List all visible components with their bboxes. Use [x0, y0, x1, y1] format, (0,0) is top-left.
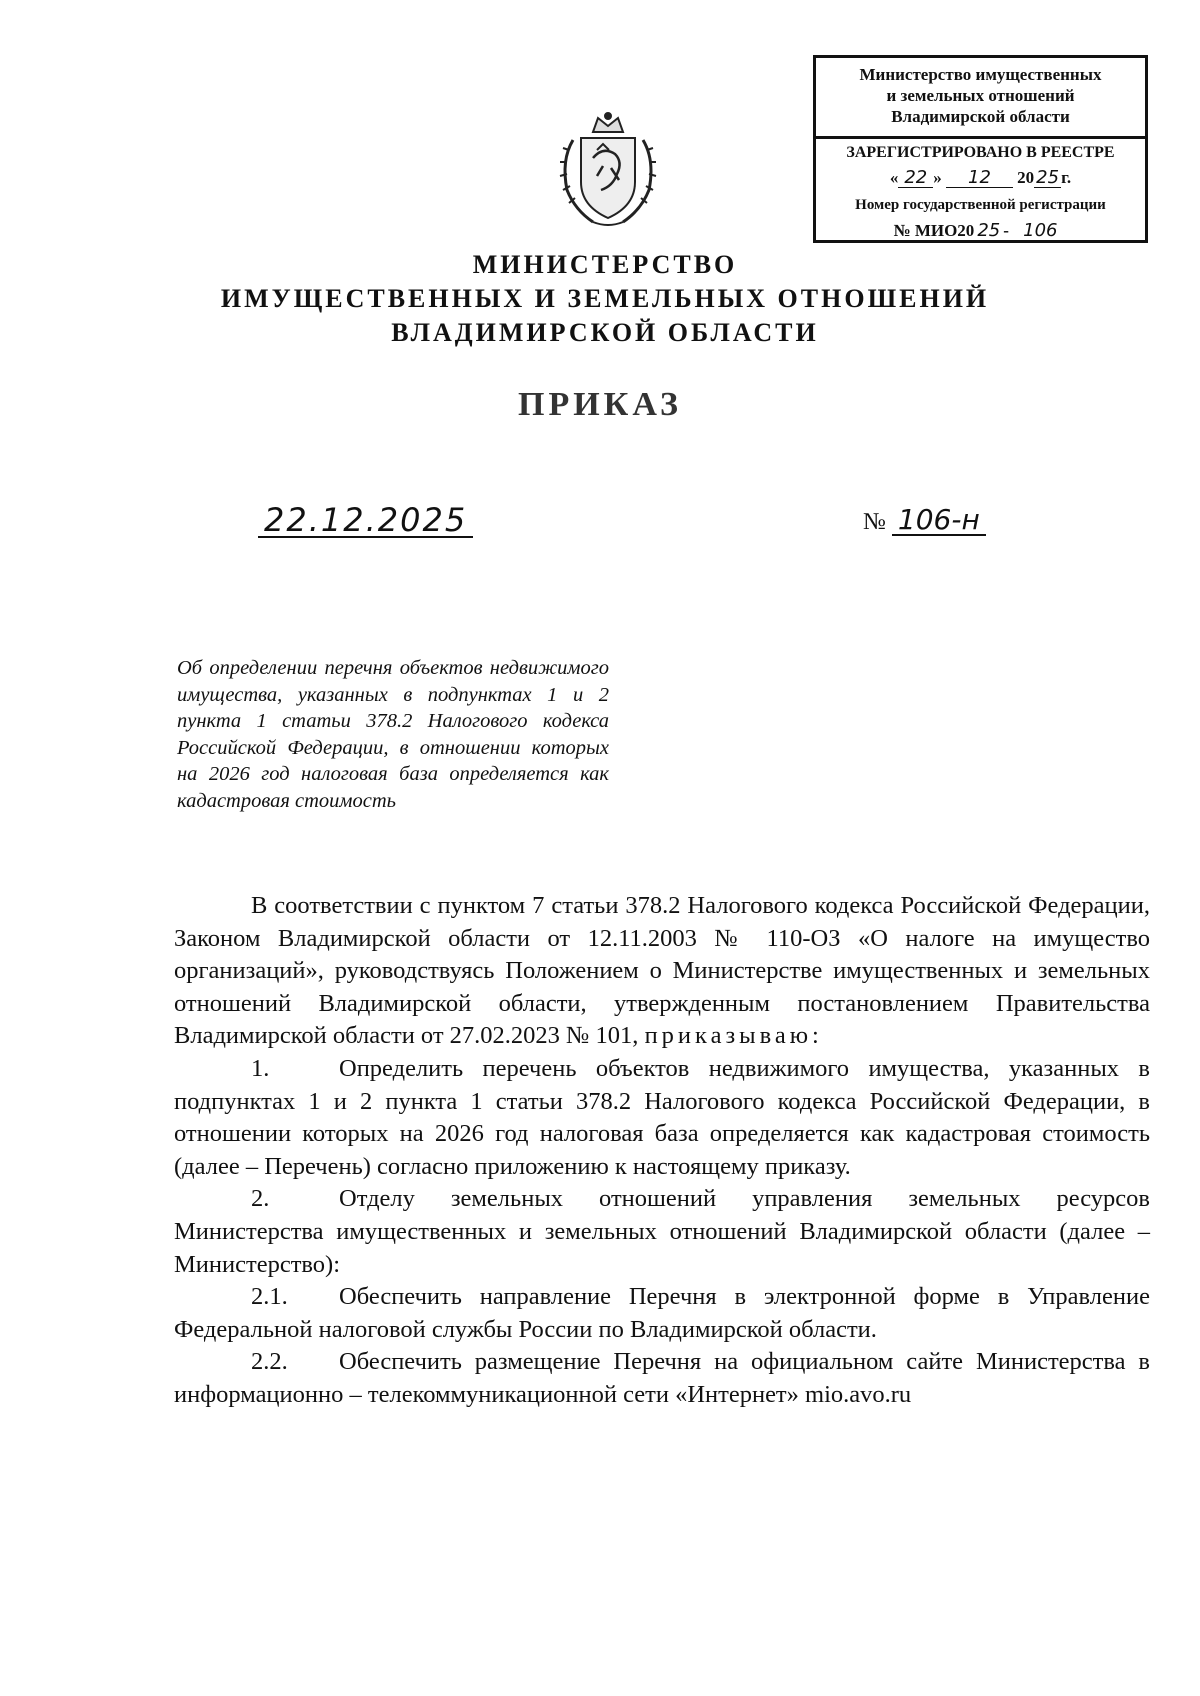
order-word: приказываю:: [644, 1022, 823, 1050]
stamp-day: 22: [898, 169, 933, 188]
coat-of-arms-icon: [553, 110, 663, 230]
stamp-year-suffix: 25: [1036, 167, 1060, 188]
item-text: Определить перечень объектов недвижимого имущества, указанных в подпунктах 1 и 2 пункта 1 статьи 378.2 Налогового кодекса Российской Федерации, в отношении которых на 2026 год налоговая база определяется как кадастровая стоимость (далее – Перечень) согласно приложению к настоящему приказу.: [174, 1054, 1150, 1180]
item-number: 2.: [251, 1185, 270, 1213]
stamp-reg-year: 25: [974, 222, 1003, 241]
document-subject: Об определении перечня объектов недвижимого имущества, указанных в подпунктах 1 и 2 пункта 1 статьи 378.2 Налогового кодекса Российской Федерации, в отношении которых на 2026 год налоговая база определяется как кадастровая стоимость: [177, 657, 609, 812]
document-type: ПРИКАЗ: [518, 386, 682, 423]
preamble-text: В соответствии с пунктом 7 статьи 378.2 Налогового кодекса Российской Федерации, Законом Владимирской области от 12.11.2003 № 110-ОЗ «О налоге на имущество организаций», руководствуясь Положением о Министерстве имущественных и земельных отношений Владимирской области, утвержденным постановлением Правительства Владимирской области от 27.02.2023 № 101,: [174, 892, 1150, 1050]
stamp-reg-number-label: Номер государственной регистрации: [855, 197, 1106, 213]
body-item-1: [174, 1053, 1150, 1183]
ministry-title-line2: ИМУЩЕСТВЕННЫХ И ЗЕМЕЛЬНЫХ ОТНОШЕНИЙ: [220, 284, 990, 313]
stamp-ministry-name: [816, 64, 1145, 127]
document-date: [258, 502, 473, 540]
ministry-title-line1: МИНИСТЕРСТВО: [472, 250, 738, 279]
stamp-reg-num: 106: [1013, 222, 1067, 241]
item-text: Обеспечить направление Перечня в электронной форме в Управление Федеральной налоговой службы России по Владимирской области.: [174, 1283, 1150, 1343]
item-number: 2.1.: [251, 1283, 288, 1311]
stamp-year-end: г.: [1061, 168, 1072, 187]
document-date-value: 22.12.2025: [258, 504, 473, 538]
registration-stamp: [813, 55, 1148, 243]
item-number: 2.2.: [251, 1348, 288, 1376]
item-number: 1.: [251, 1054, 270, 1082]
stamp-ministry-line2: и земельных отношений: [886, 86, 1075, 105]
stamp-reg-prefix: № МИО20: [893, 221, 975, 240]
body-preamble: [174, 890, 1150, 1053]
body-item-2-1: [174, 1281, 1150, 1346]
body-item-2-2: [174, 1346, 1150, 1411]
stamp-ministry-line1: Министерство имущественных: [859, 65, 1102, 84]
document-body: [174, 890, 1150, 1412]
stamp-ministry-line3: Владимирской области: [891, 107, 1070, 126]
stamp-registration-date: « 22 » 12 20 25 г.: [889, 167, 1072, 188]
stamp-divider: [816, 136, 1145, 139]
document-number-value: 106-н: [892, 506, 986, 536]
stamp-registered-label: ЗАРЕГИСТРИРОВАНО В РЕЕСТРЕ: [846, 144, 1115, 161]
item-text: Обеспечить размещение Перечня на официальном сайте Министерства в информационно – телекоммуникационной сети «Интернет» mio.avo.ru: [174, 1348, 1150, 1408]
item-text: Отделу земельных отношений управления земельных ресурсов Министерства имущественных и земельных отношений Владимирской области (далее – Министерство):: [174, 1185, 1150, 1278]
stamp-reg-number: № МИО20 25 - 106: [816, 221, 1145, 241]
body-item-2: [174, 1183, 1150, 1281]
document-number: [863, 503, 986, 536]
stamp-month: 12: [946, 169, 1013, 188]
document-number-label: №: [863, 509, 886, 535]
ministry-title-line3: ВЛАДИМИРСКОЙ ОБЛАСТИ: [391, 318, 819, 347]
stamp-year-prefix: 20: [1017, 168, 1035, 187]
